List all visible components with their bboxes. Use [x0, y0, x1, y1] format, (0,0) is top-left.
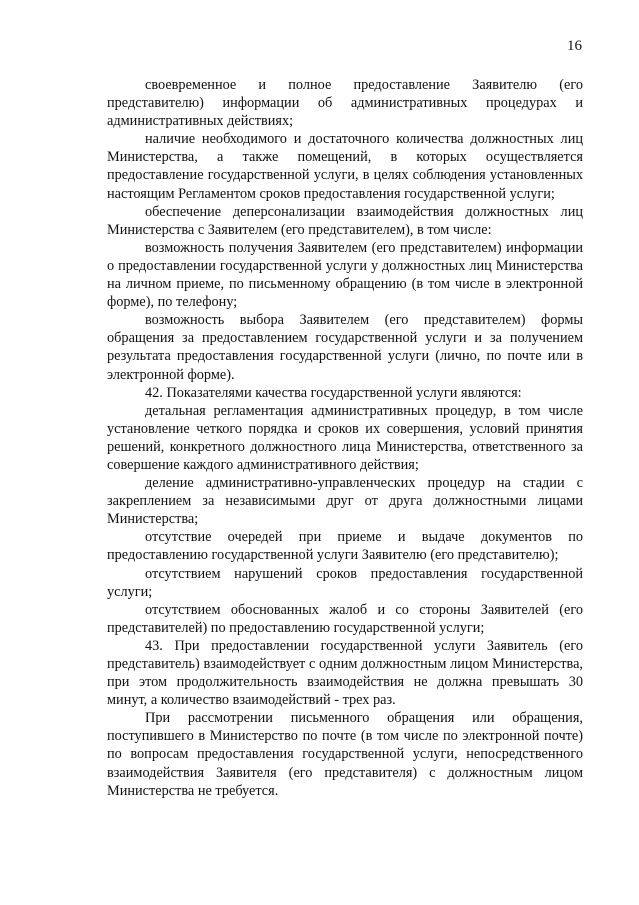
paragraph-procedure-stages: деление административно-управленческих процедур на стадии с закреплением за независимыми друг от друга должностными лицами Министерства;: [107, 475, 583, 528]
paragraph-no-complaints: отсутствием обоснованных жалоб и со стороны Заявителей (его представителей) по предоставлению государственной услуги;: [107, 601, 583, 636]
paragraph-depersonalization: обеспечение деперсонализации взаимодействия должностных лиц Министерства с Заявителем (его представителем), в том числе:: [107, 203, 583, 238]
paragraph-detailed-regulation: детальная регламентация административных процедур, в том числе установление четкого порядка и сроков их совершения, условий принятия решений, конкретного должностного лица Министерства, ответственного за совершение каждого административного действия;: [107, 402, 583, 473]
paragraph-timely-information: своевременное и полное предоставление Заявителю (его представителю) информации об административных процедурах и административных действиях;: [107, 77, 583, 130]
paragraph-staff-and-premises: наличие необходимого и достаточного количества должностных лиц Министерства, а также помещений, в которых осуществляется предоставление государственной услуги, в целях соблюдения установленных настоящим Регламентом сроков предоставления государственной услуги;: [107, 131, 583, 202]
paragraph-item-42: 42. Показателями качества государственной услуги являются:: [145, 384, 522, 401]
paragraph-no-queues: отсутствие очередей при приеме и выдаче документов по предоставлению государственной услуги Заявителю (его представителю);: [107, 529, 583, 564]
paragraph-form-choice: возможность выбора Заявителем (его представителем) формы обращения за предоставлением государственной услуги и за получением результата предоставления государственной услуги (лично, по почте или в электронной форме).: [107, 312, 583, 383]
document-body: [107, 76, 583, 800]
paragraph-written-requests: При рассмотрении письменного обращения или обращения, поступившего в Министерство по почте (в том числе по электронной почте) по вопросам предоставления государственной услуги, непосредственного взаимодействия Заявителя (его представителя) с должностным лицом Министерства не требуется.: [107, 710, 583, 799]
page-number: 16: [567, 38, 582, 54]
paragraph-no-deadline-violations: отсутствием нарушений сроков предоставления государственной услуги;: [107, 565, 583, 600]
paragraph-information-access: возможность получения Заявителем (его представителем) информации о предоставлении государственной услуги у должностных лиц Министерства на личном приеме, по письменному обращению (в том числе в электронной форме), по телефону;: [107, 239, 583, 311]
paragraph-item-43: 43. При предоставлении государственной услуги Заявитель (его представитель) взаимодействует с одним должностным лицом Министерства, при этом продолжительность взаимодействия не должна превышать 30 минут, а количество взаимодействий - трех раз.: [107, 637, 583, 709]
